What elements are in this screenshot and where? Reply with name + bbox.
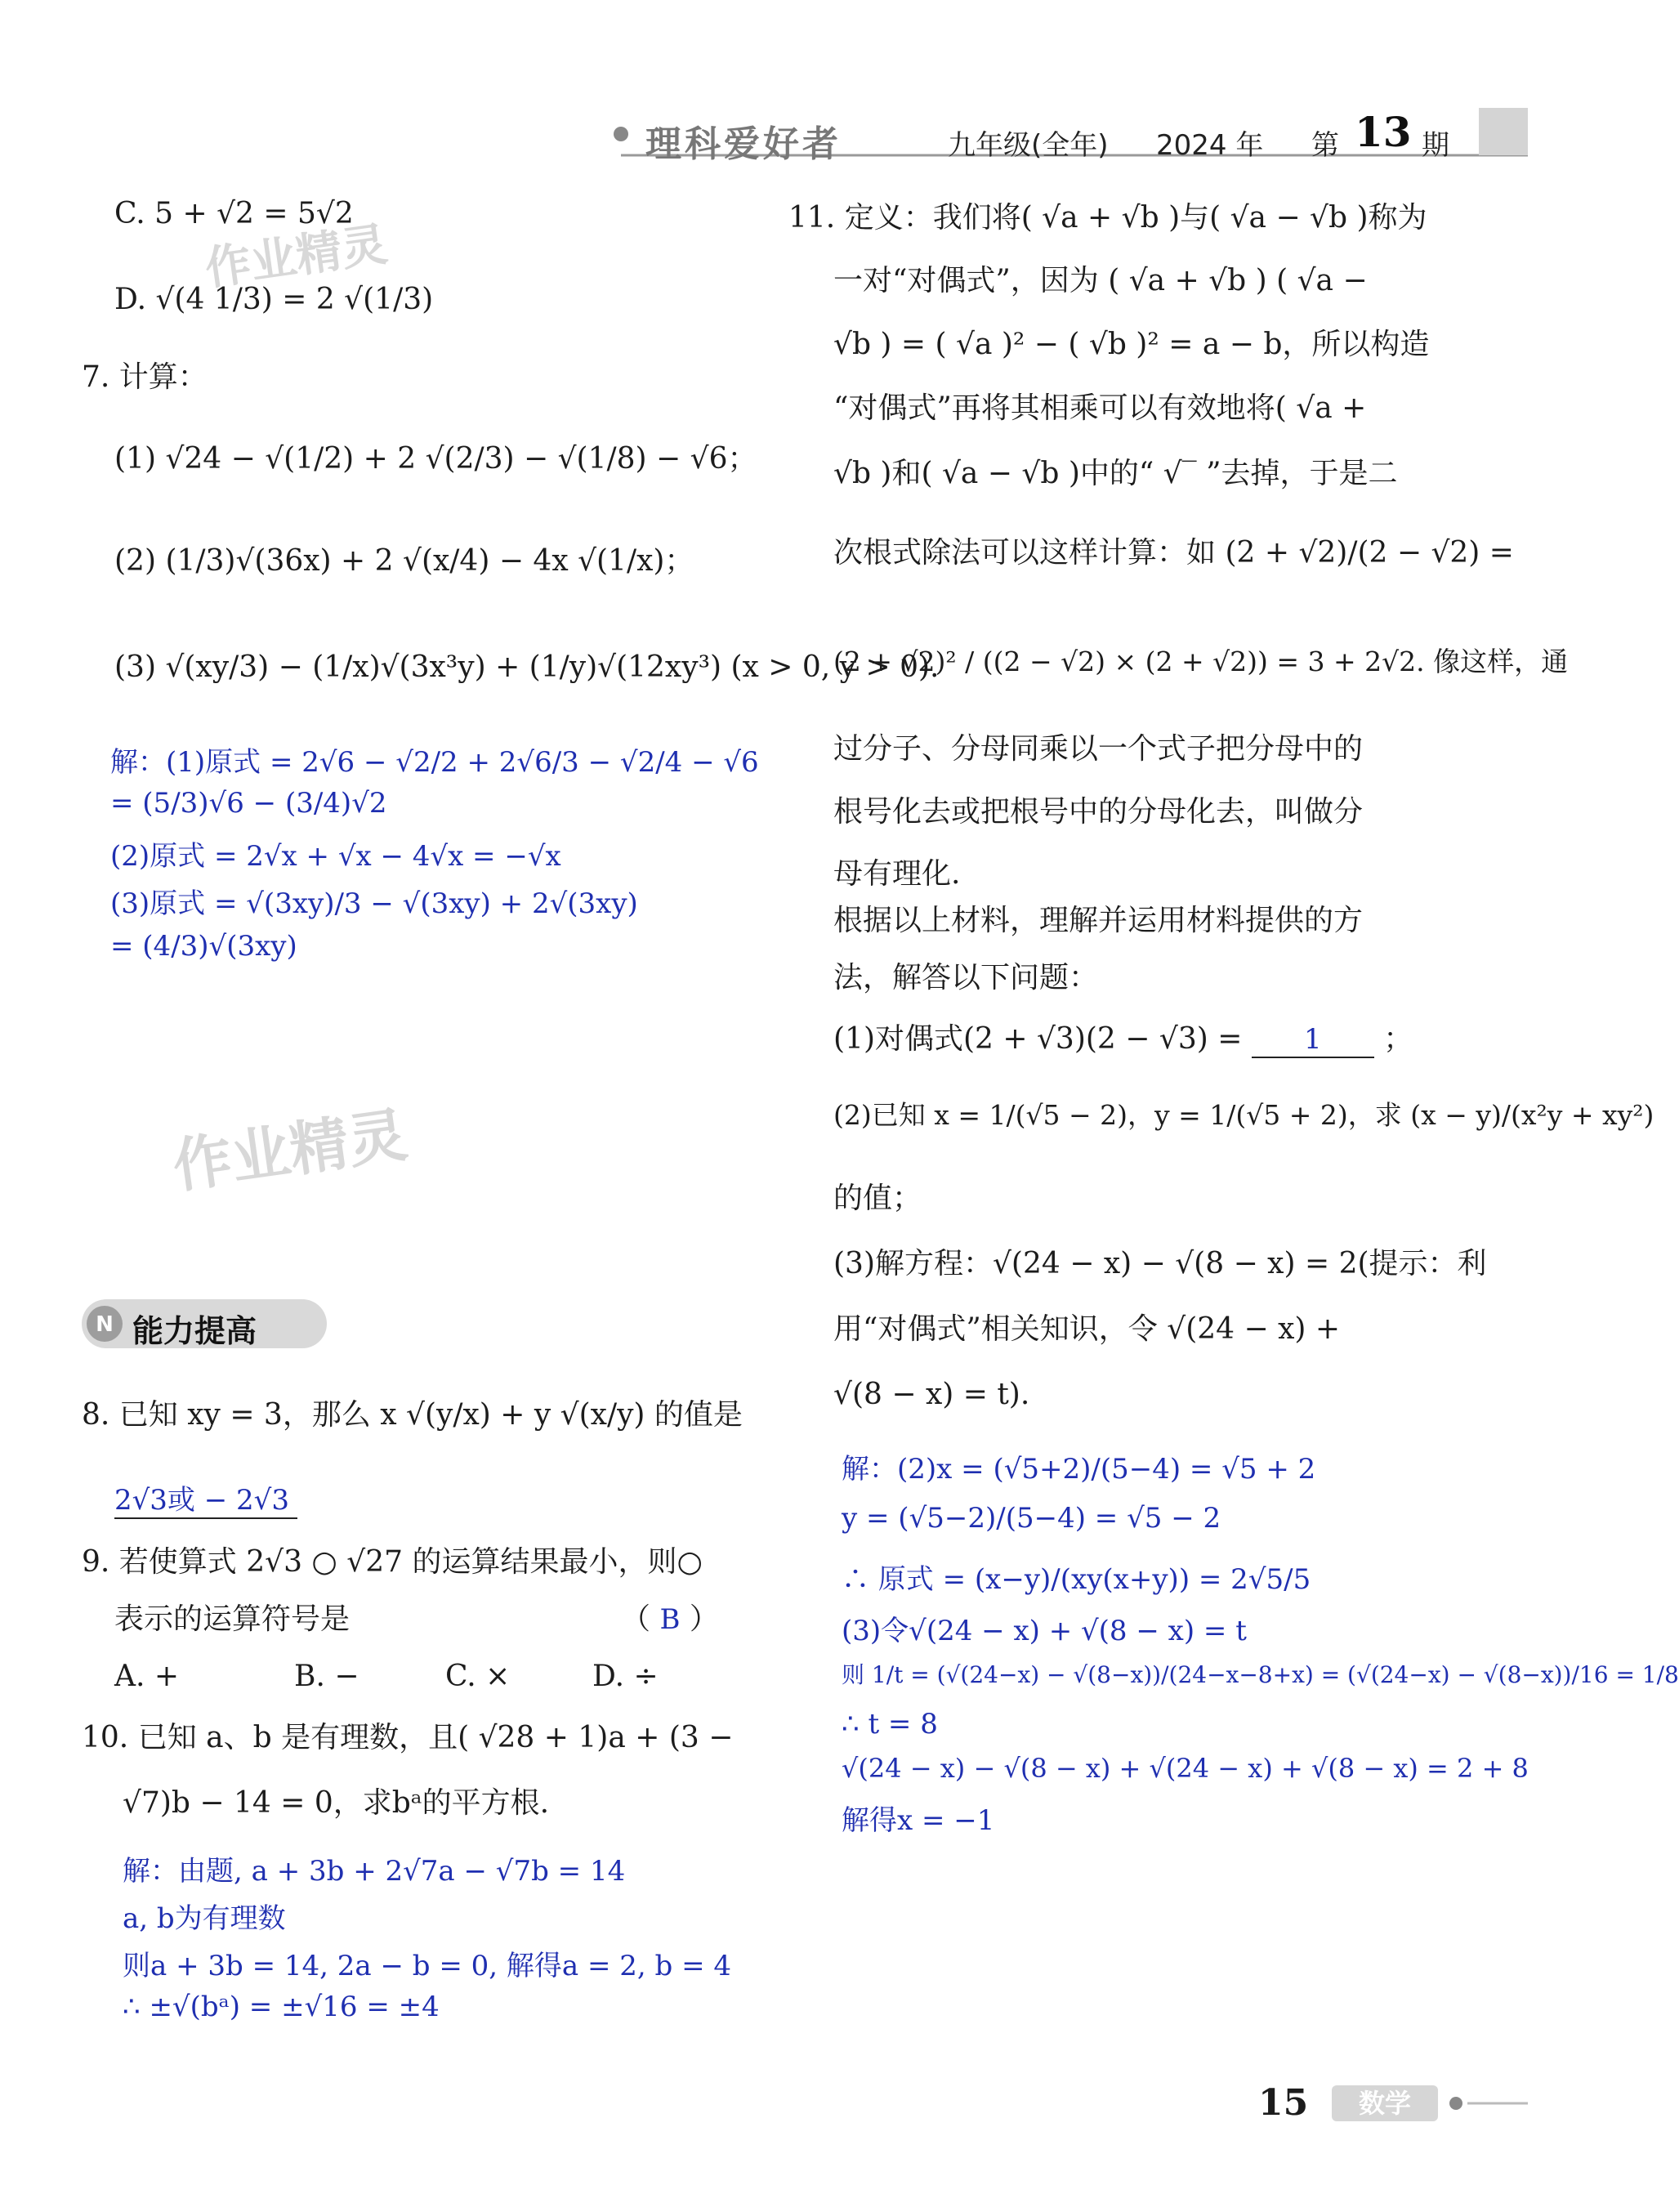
section-badge — [82, 1299, 327, 1348]
q11-answer-line: 则 1/t = (√(24−x) − √(8−x))/(24−x−8+x) = (√(24−x) − √(8−x))/16 = 1/8 — [842, 1661, 1679, 1688]
q9-answer-paren — [621, 1602, 719, 1637]
q6-option-c: C. 5 + √2 = 5√2 — [114, 197, 354, 230]
q11-answer-line: ∴ t = 8 — [842, 1708, 938, 1741]
q9: 9. 若使算式 2√3 ○ √27 的运算结果最小，则○ — [82, 1545, 703, 1579]
section-n-icon — [85, 1304, 124, 1343]
q11-part-2-tail: 的值； — [833, 1182, 922, 1215]
q7-answer-line: (2)原式 = 2√x + √x − 4√x = −√x — [110, 840, 561, 873]
q11-part-3-line: 用“对偶式”相关知识，令 √(24 − x) + — [833, 1312, 1341, 1346]
q10-answer-line: 则a + 3b = 14, 2a − b = 0, 解得a = 2, b = 4 — [123, 1950, 731, 1982]
q6-option-d: D. √(4 1/3) = 2 √(1/3) — [114, 283, 434, 316]
q11-text-line: 一对“对偶式”，因为 ( √a + √b ) ( √a − — [833, 264, 1368, 297]
q11-answer-line: 解得x = −1 — [842, 1804, 995, 1837]
year-label: 2024 年 — [1156, 129, 1264, 162]
q11-text-line: (2 + √2)² / ((2 − √2) × (2 + √2)) = 3 + 2√2. 像这样，通 — [833, 646, 1569, 677]
q11-part-1 — [833, 1021, 1413, 1058]
q7-answer-line: = (4/3)√(3xy) — [110, 930, 297, 963]
q11-text-line: 根号化去或把根号中的分母化去，叫做分 — [833, 795, 1364, 829]
q7-answer-line: (3)原式 = √(3xy)/3 − √(3xy) + 2√(3xy) — [110, 887, 638, 920]
q11-text-line: “对偶式”再将其相乘可以有效地将( √a + — [833, 391, 1367, 425]
q11-text-line: 法，解答以下问题： — [833, 961, 1099, 994]
q11-answer-line: y = (√5−2)/(5−4) = √5 − 2 — [842, 1502, 1221, 1535]
q8: 8. 已知 xy = 3，那么 x √(y/x) + y √(x/y) 的值是 — [82, 1398, 743, 1432]
q11-text-line: 过分子、分母同乘以一个式子把分母中的 — [833, 732, 1364, 766]
q10-answer-line: a, b为有理数 — [123, 1902, 286, 1935]
brand-logo: 理科爱好者 — [645, 123, 842, 165]
q11-part-1-suffix: ； — [1383, 1022, 1413, 1056]
issue-prefix: 第 — [1311, 129, 1339, 162]
watermark: 作业精灵 — [202, 217, 391, 297]
q9-line-2: 表示的运算符号是 — [114, 1602, 351, 1636]
section-title: 能力提高 — [132, 1313, 257, 1349]
q11-text-line: 11. 定义：我们将( √a + √b )与( √a − √b )称为 — [788, 201, 1427, 235]
q11-text-line: 根据以上材料，理解并运用材料提供的方 — [833, 904, 1364, 937]
q11-answer-line: 解：(2)x = (√5+2)/(5−4) = √5 + 2 — [842, 1453, 1316, 1486]
q9-option-b: B. − — [294, 1660, 359, 1693]
q11-answer-line: ∴ 原式 = (x−y)/(xy(x+y)) = 2√5/5 — [842, 1563, 1311, 1596]
subject-tag: 数学 — [1332, 2085, 1438, 2121]
q7-part-2: (2) (1/3)√(36x) + 2 √(x/4) − 4x √(1/x)； — [114, 544, 694, 578]
footer-decoration — [1446, 2094, 1528, 2113]
grade-label: 九年级(全年) — [948, 129, 1109, 162]
q9-option-a: A. + — [114, 1660, 180, 1693]
page-number: 15 — [1258, 2082, 1309, 2124]
q11-text-line: 次根式除法可以这样计算：如 (2 + √2)/(2 − √2) = — [833, 536, 1514, 570]
q10: 10. 已知 a、b 是有理数，且( √28 + 1)a + (3 − — [82, 1721, 734, 1754]
paren-open: （ — [621, 1602, 651, 1636]
q7-title: 7. 计算： — [82, 360, 208, 394]
q11-part-3-line: √(8 − x) = t). — [833, 1378, 1030, 1411]
watermark: 作业精灵 — [168, 1100, 412, 1201]
q11-text-line: √b )和( √a − √b )中的“ √‾ ”去掉，于是二 — [833, 457, 1398, 490]
svg-text:N: N — [96, 1312, 114, 1337]
q9-option-c: C. × — [445, 1660, 511, 1693]
q11-part-1-text: (1)对偶式(2 + √3)(2 − √3) = — [833, 1022, 1243, 1056]
q11-answer-line: √(24 − x) − √(8 − x) + √(24 − x) + √(8 − x) = 2 + 8 — [842, 1753, 1529, 1784]
paren-close: ） — [689, 1602, 719, 1636]
q7-part-1: (1) √24 − √(1/2) + 2 √(2/3) − √(1/8) − √6； — [114, 442, 757, 476]
q11-text-line: 母有理化. — [833, 857, 961, 891]
q10-answer-line: ∴ ±√(bᵃ) = ±√16 = ±4 — [123, 1991, 440, 2023]
q8-answer: 2√3或 − 2√3 — [114, 1477, 297, 1519]
q11-text-line: √b ) = ( √a )² − ( √b )² = a − b，所以构造 — [833, 328, 1430, 361]
q7-part-3: (3) √(xy/3) − (1/x)√(3x³y) + (1/y)√(12xy³) (x > 0, y > 0). — [114, 650, 940, 684]
issue-suffix: 期 — [1422, 129, 1449, 162]
q11-part-2: (2)已知 x = 1/(√5 − 2)，y = 1/(√5 + 2)，求 (x − y)/(x²y + xy²) — [833, 1099, 1654, 1131]
q10-line-2: √7)b − 14 = 0，求bᵃ的平方根. — [123, 1786, 550, 1820]
q10-answer-line: 解：由题, a + 3b + 2√7a − √7b = 14 — [123, 1855, 626, 1888]
issue-number: 13 — [1355, 108, 1412, 156]
q9-answer: B — [659, 1603, 681, 1636]
q11-answer-line: (3)令√(24 − x) + √(8 − x) = t — [842, 1615, 1247, 1647]
q11-part-1-answer: 1 — [1252, 1023, 1374, 1058]
q11-part-3-line: (3)解方程：√(24 − x) − √(8 − x) = 2(提示：利 — [833, 1247, 1487, 1280]
q7-answer-line: 解：(1)原式 = 2√6 − √2/2 + 2√6/3 − √2/4 − √6 — [110, 746, 759, 779]
q9-option-d: D. ÷ — [592, 1660, 659, 1693]
q7-answer-line: = (5/3)√6 − (3/4)√2 — [110, 787, 387, 820]
